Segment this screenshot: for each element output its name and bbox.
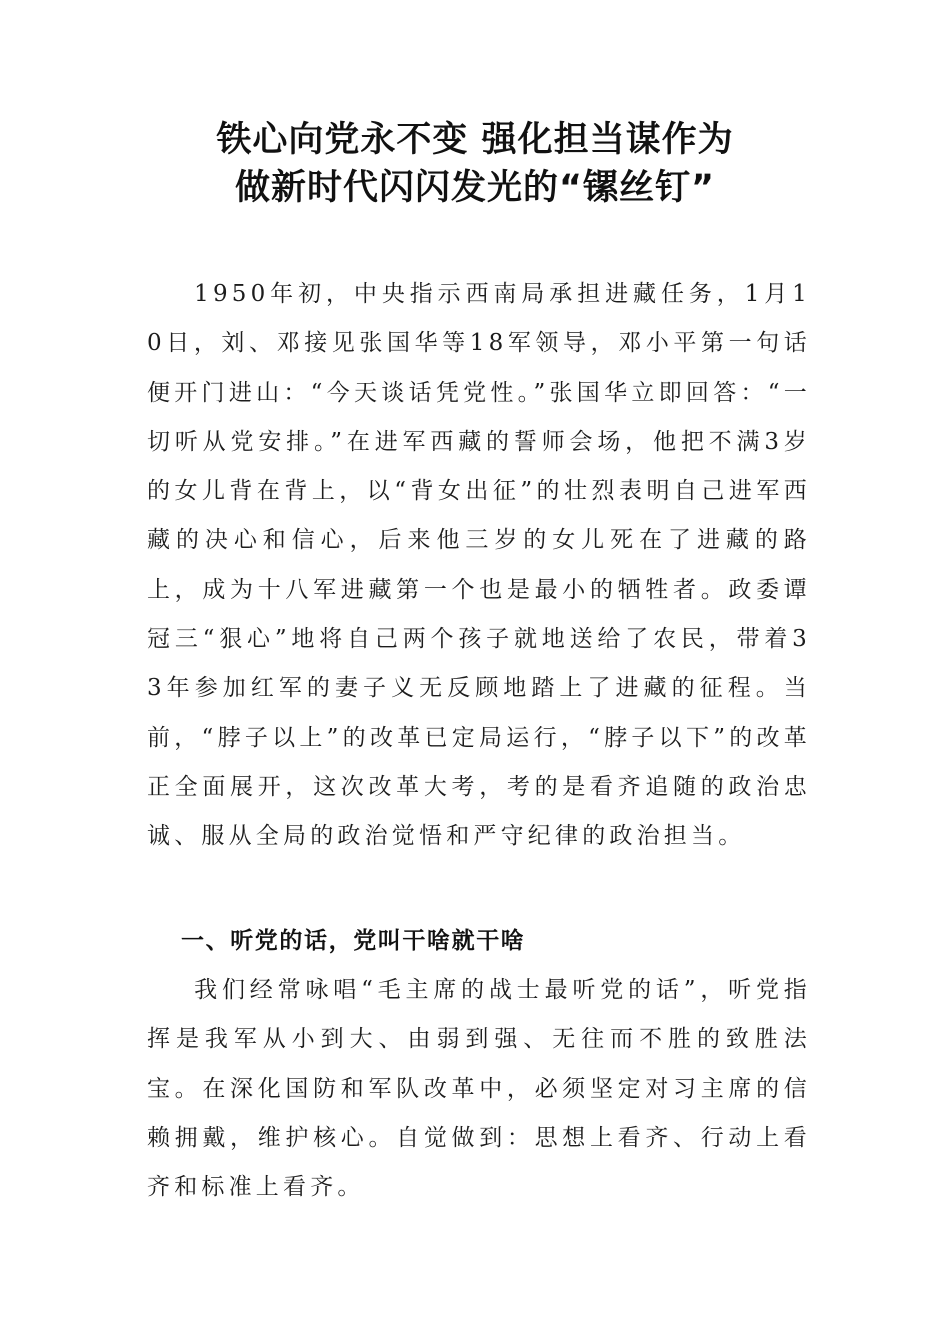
- title-line-2: 做新时代闪闪发光的“镙丝钉”: [234, 168, 715, 208]
- body-paragraph-2: 我们经常咏唱“毛主席的战士最听党的话”，听党指挥是我军从小到大、由弱到强、无往而不胜的致胜法宝。在深化国防和军队改革中，必须坚定对习主席的信赖拥戴，维护核心。自觉做到：思想上看齐、行动上看齐和标准上看齐。: [147, 977, 811, 1201]
- body-paragraph-1: 1950年初，中央指示西南局承担进藏任务，1月10日，刘、邓接见张国华等18军领导，邓小平第一句话便开门进山：“今天谈话凭党性。”张国华立即回答：“一切听从党安排。”在进军西藏的誓师会场，他把不满3岁的女儿背在背上，以“背女出征”的壮烈表明自己进军西藏的决心和信心，后来他三岁的女儿死在了进藏的路上，成为十八军进藏第一个也是最小的牺牲者。政委谭冠三“狠心”地将自己两个孩子就地送给了农民，带着33年参加红军的妻子义无反顾地踏上了进藏的征程。当前，“脖子以上”的改革已定局运行，“脖子以下”的改革正全面展开，这次改革大考，考的是看齐追随的政治忠诚、服从全局的政治觉悟和严守纪律的政治担当。: [147, 281, 811, 850]
- section-heading-1: 一、听党的话，党叫干啥就干啥: [181, 928, 526, 954]
- title-line-1: 铁心向党永不变 强化担当谋作为: [216, 120, 734, 160]
